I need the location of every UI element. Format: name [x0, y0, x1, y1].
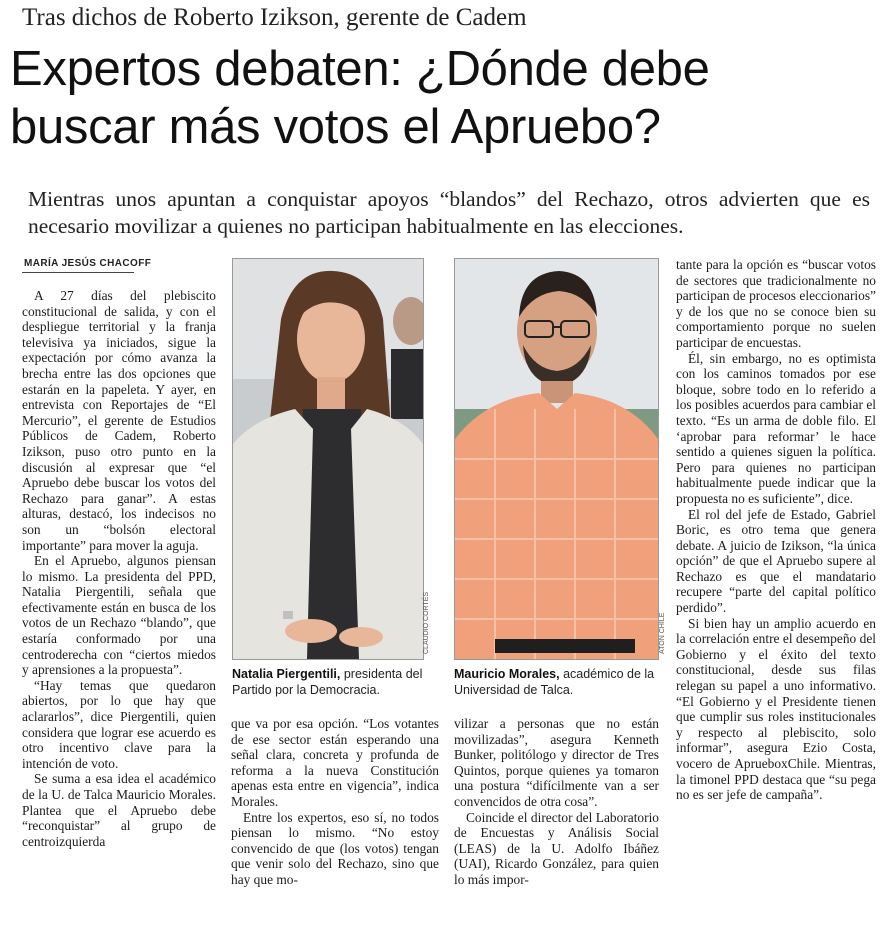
caption-role-left: presidenta del Partido por la Democracia. — [232, 667, 423, 697]
paragraph: Si bien hay un amplio acuerdo en la correlación entre el desempeño del Gobierno y el éxito del texto constitucional, desde sus filas relegan su papel a uno informativo. “El Gobierno y el Presidente tienen que cumplir sus roles institucionales y respecto al plebiscito, solo informar”, asegura Ezio Costa, vocero de AprueboxChile. Mientras, la timonel PPD destaca que “su pega no es ser jefe de campaña”. — [676, 615, 876, 803]
headline-line-1: Expertos debaten: ¿Dónde debe — [10, 42, 710, 96]
paragraph: En el Apruebo, algunos piensan lo mismo. La presidenta del PPD, Natalia Piergentili, señala que efectivamente están en busca de los votos de un Rechazo “blando”, que estaría conformado por una centroderecha con “ciertos miedos y aprensiones a la propuesta”. — [22, 553, 216, 678]
paragraph: tante para la opción es “buscar votos de sectores que tradicionalmente no participan de procesos eleccionarios” y de los que no se conoce bien su comportamiento porque no suelen participar de encuestas. — [676, 257, 876, 350]
portrait-man-illustration — [455, 259, 658, 659]
paragraph: Él, sin embargo, no es optimista con los caminos tomados por ese bloque, sobre todo en lo referido a los posibles acuerdos para cambiar el texto. “Es un arma de doble filo. El ‘aprobar para reformar’ le hace sentido a quienes siguen la política. Pero para quienes no participan habitualmente puede indicar que la propuesta no es suficiente”, dice. — [676, 350, 876, 506]
text-column-1 — [22, 288, 216, 913]
text-column-4 — [676, 257, 876, 917]
paragraph: Coincide el director del Laboratorio de Encuestas y Análisis Social (LEAS) de la U. Adolfo Ibáñez (UAI), Ricardo González, para quien lo más impor- — [454, 809, 659, 887]
paragraph: “Hay temas que quedaron abiertos, por lo que hay que aclararlos”, dice Piergentili, quien considera que lograr ese acuerdo es otro incentivo clave para la intención de voto. — [22, 677, 216, 771]
paragraph: Se suma a esa idea el académico de la U. de Talca Mauricio Morales. Plantea que el Apruebo debe “reconquistar” al grupo de centroizquierda — [22, 771, 216, 849]
photo-credit-right: ATON CHILE — [659, 612, 666, 654]
caption-role-right: académico de la Universidad de Talca. — [454, 667, 655, 697]
article-byline: MARÍA JESÚS CHACOFF — [24, 258, 152, 269]
paragraph: El rol del jefe de Estado, Gabriel Boric, es otro tema que genera debate. A juicio de Izikson, “la única opción” de que el Apruebo supere al Rechazo es que el mandatario recupere “parte del capital político perdido”. — [676, 506, 876, 616]
caption-name-right: Mauricio Morales, — [454, 667, 560, 681]
photo-caption-left — [232, 666, 427, 698]
portrait-woman-illustration — [233, 259, 423, 659]
caption-name-left: Natalia Piergentili, — [232, 667, 341, 681]
paragraph: Entre los expertos, eso sí, no todos piensan lo mismo. “No estoy convencido de que (los votos) tengan que venir solo del Rechazo, sino que hay que mo- — [231, 809, 439, 887]
byline-rule — [22, 272, 134, 273]
article-kicker: Tras dichos de Roberto Izikson, gerente de Cadem — [22, 4, 527, 31]
text-column-3 — [454, 716, 659, 916]
photo-credit-left: CLAUDIO CORTÉS — [423, 591, 430, 654]
article-headline — [10, 40, 710, 156]
text-column-2 — [231, 716, 439, 916]
article-deck: Mientras unos apuntan a conquistar apoyos “blandos” del Rechazo, otros advierten que es necesario movilizar a quienes no participan habitualmente en las elecciones. — [28, 187, 870, 238]
paragraph: que va por esa opción. “Los votantes de ese sector están esperando una señal clara, concreta y profunda de reforma a la nueva Constitución apenas esta entre en vigencia”, indica Morales. — [231, 716, 439, 809]
paragraph: vilizar a personas que no están movilizadas”, asegura Kenneth Bunker, politólogo y director de Tres Quintos, porque quienes ya tomaron una postura “difícilmente van a ser convencidos de otra cosa”. — [454, 716, 659, 809]
photo-natalia-piergentili — [232, 258, 424, 660]
photo-caption-right — [454, 666, 664, 698]
headline-line-2: buscar más votos el Apruebo? — [10, 100, 661, 154]
paragraph: A 27 días del plebiscito constitucional de salida, y con el despliegue territorial y la franja televisiva ya iniciados, sigue la expectación por cómo avanza la brecha entre las dos opciones que estarán en la papeleta. Y ayer, en entrevista con Reportajes de “El Mercurio”, el gerente de Estudios Públicos de Cadem, Roberto Izikson, puso otro punto en la discusión al expresar que “el Apruebo debe buscar los votos del Rechazo para ganar”. A estas alturas, destacó, los indecisos no son un “bolsón electoral importante” para mover la aguja. — [22, 288, 216, 553]
photo-mauricio-morales — [454, 258, 659, 660]
